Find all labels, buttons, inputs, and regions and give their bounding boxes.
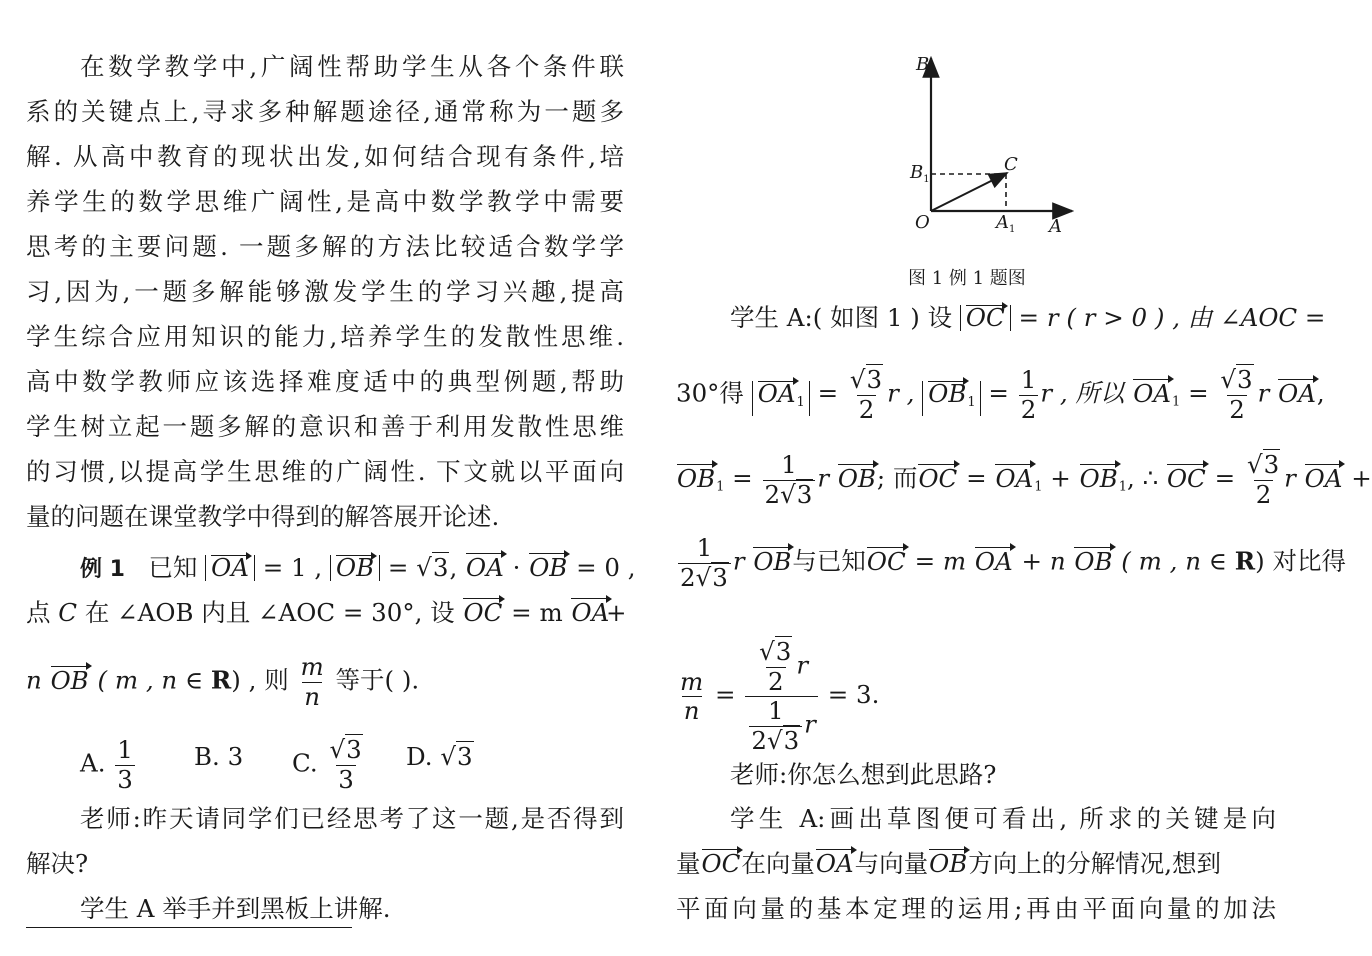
label-a: A [1049, 216, 1062, 237]
solution-line-2: 30°得 $OA_1$ = $\frac{√3}{2}$ r , $OB_1$ = $\frac{1}{2}$ r , 所以 $OA_1$ = $\frac{√3}{2}$ r OA, [676, 365, 1325, 424]
solution-line-1: 学生 A:( 如图 1 ) 设 OC = r ( r > 0 ) , 由 ∠AOC = [730, 303, 1326, 332]
paragraph-line: 思考的主要问题. 一题多解的方法比较适合数学学 [26, 232, 624, 261]
paragraph-line: 学生树立起一题多解的意识和善于利用发散性思维 [26, 412, 624, 441]
label-b1: $B_1$ [910, 162, 930, 185]
teacher-question: 老师:昨天请同学们已经思考了这一题,是否得到 [80, 804, 624, 833]
option-b: B. 3 [194, 742, 244, 771]
vector-oa: OA [570, 598, 610, 628]
abs-oa: OA [205, 555, 255, 581]
compound-fraction: $\frac{√3}{2}$ r $\frac{1}{2√3}$ r [745, 640, 818, 753]
label-b: B [916, 54, 930, 75]
teacher-question-2: 老师:你怎么想到此思路? [730, 760, 997, 789]
label-a1: $A_1$ [996, 212, 1016, 235]
example-1-statement: 例 1 已知 OA = 1 , OB = √3, OA · OB = 0 , [80, 553, 636, 585]
student-answer-line-2: 量 OC在向量 OA与向量 OB方向上的分解情况,想到 [676, 849, 1221, 879]
example-1-condition: 点 C 在 ∠AOB 内且 ∠AOC = 30°, 设 OC = m OA [26, 598, 610, 628]
label-o: O [915, 212, 930, 233]
option-a: A. $\frac{1}{3}$ [80, 735, 133, 794]
example-label: 例 1 [80, 557, 125, 582]
example-1-question: n OB ( m , n ∈ R) , 则 $\frac{m}{n}$ 等于( ). [26, 652, 420, 711]
vector-oc: OC [462, 598, 503, 628]
vector-ob: OB [50, 666, 90, 696]
solution-result: $\frac{m}{n}$ = $\frac{√3}{2}$ r $\frac{1}{2√3}$ r = 3. [680, 637, 880, 755]
option-d: D. √3 [406, 742, 473, 771]
vector-oc-arrow [931, 173, 1007, 211]
student-answer-line-1: 学生 A:画出草图便可看出, 所求的关键是向 [730, 804, 1276, 833]
label-c: C [1004, 154, 1018, 175]
student-answer-line-3: 平面向量的基本定理的运用;再由平面向量的加法 [676, 894, 1276, 923]
sqrt-3: √3 [416, 553, 449, 582]
abs-ob: OB [330, 555, 380, 581]
paragraph-line: 养学生的数学思维广阔性,是高中数学教学中需要 [26, 187, 624, 216]
solution-line-3: $OB_1$ = $\frac{1}{2√3}$ r OB; 而 OC = $OA_1$ + $OB_1$, ∴ OC = $\frac{√3}{2}$ r OA + [677, 450, 1372, 509]
vector-oa: OA [465, 553, 505, 583]
footnote-rule [26, 927, 352, 928]
student-a-action: 学生 A 举手并到黑板上讲解. [80, 894, 391, 923]
solution-line-4: $\frac{1}{2√3}$ r OB与已知 OC = m OA + n OB ( m , n ∈ R) 对比得 [680, 533, 1346, 592]
paragraph-line: 高中数学教师应该选择难度适中的典型例题,帮助 [26, 367, 624, 396]
paragraph-line: 学生综合应用知识的能力,培养学生的发散性思维. [26, 322, 624, 351]
paragraph-line: 解. 从高中教育的现状出发,如何结合现有条件,培 [26, 142, 624, 171]
figure-caption: 图 1 例 1 题图 [908, 268, 1026, 289]
vector-ob: OB [528, 553, 568, 583]
paragraph-line: 在数学教学中,广阔性帮助学生从各个条件联 [80, 52, 624, 81]
paragraph-line: 系的关键点上,寻求多种解题途径,通常称为一题多 [26, 97, 624, 126]
paragraph-line: 量的问题在课堂教学中得到的解答展开论述. [26, 502, 500, 531]
option-c: C. $\frac{√3}{3}$ [292, 735, 362, 794]
paragraph-line: 习,因为,一题多解能够激发学生的学习兴趣,提高 [26, 277, 624, 306]
teacher-question-cont: 解决? [26, 849, 89, 878]
paragraph-line: 的习惯,以提高学生思维的广阔性. 下文就以平面向 [26, 457, 624, 486]
fraction-m-over-n: $\frac{m}{n}$ [300, 652, 324, 711]
